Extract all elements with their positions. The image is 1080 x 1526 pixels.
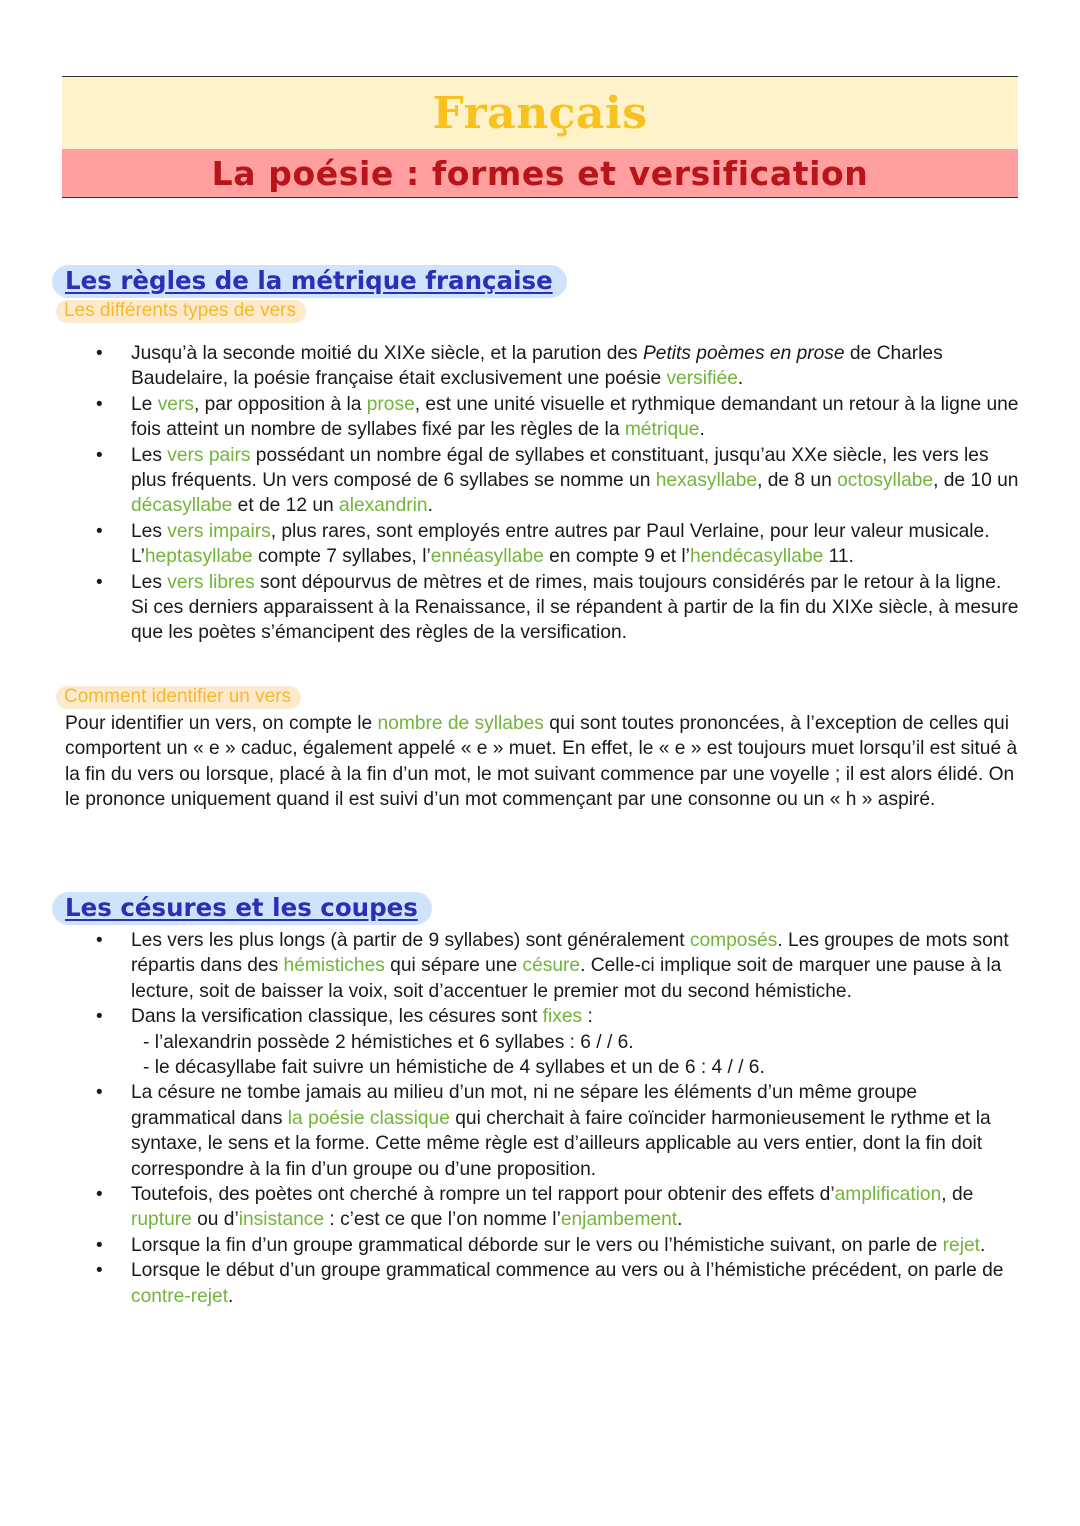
keyword-highlight: versifiée [666, 368, 738, 390]
text-run: sont dépourvus de mètres et de rimes, mais toujours considérés par le retour à la ligne. Si ces derniers apparaissent à la Renaissance, il se répandent à partir de la fin du XIXe siècle, à mesure que les poètes s’émancipent des règles de la versification. [131, 571, 1019, 644]
text-run: Le [131, 393, 158, 415]
text-run: : [582, 1006, 593, 1028]
keyword-highlight: hendécasyllabe [689, 546, 824, 568]
text-run: . [677, 1209, 683, 1231]
text-run: Les [131, 520, 168, 542]
text-run: . [699, 419, 705, 441]
text-run: . [979, 1234, 986, 1256]
keyword-highlight: fixes [542, 1006, 583, 1028]
text-run: en compte 9 et l’ [543, 546, 690, 568]
identifier-paragraph [65, 711, 1020, 813]
italic-title: Petits poèmes en prose [642, 343, 845, 364]
keyword-highlight: rejet [942, 1234, 980, 1256]
list-item [62, 519, 1022, 570]
section-heading-metrique: Les règles de la métrique française [52, 265, 567, 298]
text-run: de Charles Baudelaire, la poésie française était exclusivement une poésie [131, 343, 943, 390]
text-run: . [427, 495, 433, 517]
keyword-highlight: métrique [624, 419, 700, 441]
page-header [62, 76, 1018, 198]
text-run: Lorsque le début d’un groupe grammatical commence au vers ou à l’hémistiche précédent, on parle de [131, 1260, 1004, 1282]
text-run: qui sont toutes prononcées, à l’exception de celles qui comportent un « e » caduc, également appelé « e » muet. En effet, le « e » est toujours muet lorsqu’il est situé à la fin du vers ou lorsque, placé à la fin d’un mot, le mot suivant commence par une voyelle ; il est alors élidé. On le prononce uniquement quand il est suivi d’un mot commençant par une consonne ou un « h » aspiré. [65, 713, 1018, 811]
list-item [62, 443, 1022, 519]
keyword-highlight: amplification [834, 1184, 942, 1206]
bullet-list [62, 341, 1022, 646]
text-run: Lorsque la fin d’un groupe grammatical déborde sur le vers ou l’hémistiche suivant, on parle de [131, 1234, 943, 1256]
keyword-highlight: contre-rejet [131, 1285, 229, 1307]
list-item [62, 341, 1022, 392]
text-run: , de 10 un [933, 470, 1019, 492]
list-item [62, 1004, 1022, 1080]
keyword-highlight: enjambement [560, 1209, 678, 1231]
text-run: , de [941, 1184, 974, 1206]
list-item [62, 1182, 1022, 1233]
keyword-highlight: insistance [238, 1209, 325, 1231]
keyword-highlight: octosyllabe [837, 470, 934, 492]
keyword-highlight: nombre de syllabes [377, 713, 544, 734]
title-banner [62, 76, 1018, 149]
text-run: La césure ne tombe jamais au milieu d’un mot, ni ne sépare les éléments d’un même groupe grammatical dans [131, 1082, 918, 1129]
text-run: , par opposition à la [193, 393, 367, 415]
text-run: Jusqu’à la seconde moitié du XIXe siècle, et la parution des [131, 343, 643, 364]
text-run: 11. [823, 546, 854, 568]
text-run: compte 7 syllabes, l’ [252, 546, 431, 568]
text-run: L’ [131, 546, 145, 568]
text-run: Toutefois, des poètes ont cherché à rompre un tel rapport pour obtenir des effets d’ [131, 1184, 835, 1206]
text-run: . Celle-ci implique soit de marquer une pause à la lecture, soit de baisser la voix, soit d’accentuer le premier mot du second hémistiche. [131, 955, 1002, 1002]
list-item [62, 1258, 1022, 1309]
vers-types-list-block [62, 341, 1022, 646]
sub-item-text: - l’alexandrin possède 2 hémistiches et 6 syllabes : 6 / / 6. [143, 1031, 634, 1053]
keyword-highlight: hémistiches [283, 955, 385, 977]
list-item [62, 392, 1022, 443]
keyword-highlight: la poésie classique [287, 1107, 450, 1129]
list-item [62, 570, 1022, 646]
text-run: , est une unité visuelle et rythmique demandant un retour à la ligne une fois atteint un nombre de syllabes fixé par les règles de la [131, 393, 1019, 441]
text-run: Les [131, 444, 168, 466]
identifier-paragraph-block [65, 711, 1020, 813]
text-run: Les [131, 571, 168, 593]
keyword-highlight: ennéasyllabe [430, 546, 544, 568]
keyword-highlight: composés [689, 930, 778, 951]
sub-item-text: - le décasyllabe fait suivre un hémistiche de 4 syllabes et un de 6 : 4 / / 6. [143, 1057, 765, 1079]
list-item [62, 1080, 1022, 1182]
keyword-highlight: vers impairs [167, 520, 271, 542]
keyword-highlight: vers libres [167, 571, 255, 593]
text-run: Les vers les plus longs (à partir de 9 syllabes) sont généralement [131, 930, 690, 951]
keyword-highlight: alexandrin [339, 495, 428, 517]
keyword-highlight: hexasyllabe [655, 470, 758, 492]
subheading-identifier-vers: Comment identifier un vers [56, 686, 301, 709]
page-title: Français [432, 87, 648, 139]
text-run: . [228, 1285, 234, 1307]
section-heading-cesures: Les césures et les coupes [52, 892, 432, 925]
keyword-highlight: décasyllabe [131, 495, 233, 517]
text-run: qui sépare une [384, 955, 523, 977]
keyword-highlight: prose [366, 393, 415, 415]
text-run: : c’est ce que l’on nomme l’ [324, 1209, 561, 1231]
keyword-highlight: rupture [131, 1209, 192, 1231]
keyword-highlight: heptasyllabe [144, 546, 253, 568]
text-run: Pour identifier un vers, on compte le [65, 713, 378, 734]
cesures-list-block [62, 928, 1022, 1309]
text-run: ou d’ [191, 1209, 239, 1231]
keyword-highlight: vers [157, 393, 194, 415]
text-run: . Les groupes de mots sont répartis dans des [131, 930, 1009, 977]
text-run: . [737, 368, 744, 390]
list-item [62, 1233, 1022, 1258]
text-run: Dans la versification classique, les césures sont [131, 1006, 543, 1028]
text-run: , plus rares, sont employés entre autres par Paul Verlaine, pour leur valeur musicale. [270, 520, 990, 542]
list-item [62, 928, 1022, 1004]
subtitle-banner [62, 149, 1018, 198]
text-run: et de 12 un [232, 495, 340, 517]
text-run: , de 8 un [757, 470, 838, 492]
subheading-types-de-vers: Les différents types de vers [56, 300, 306, 323]
page-subtitle: La poésie : formes et versification [211, 153, 869, 193]
bullet-list [62, 928, 1022, 1309]
text-run: possédant un nombre égal de syllabes et constituant, jusqu’au XXe siècle, les vers les plus fréquents. Un vers composé de 6 syllabes se nomme un [131, 444, 989, 492]
keyword-highlight: vers pairs [167, 444, 251, 466]
text-run: qui cherchait à faire coïncider harmonieusement le rythme et la syntaxe, le sens et la forme. Cette même règle est d’ailleurs applicable au vers entier, dont la fin doit correspondre à la fin d’un groupe ou d’une proposition. [131, 1107, 991, 1180]
keyword-highlight: césure [522, 955, 581, 977]
